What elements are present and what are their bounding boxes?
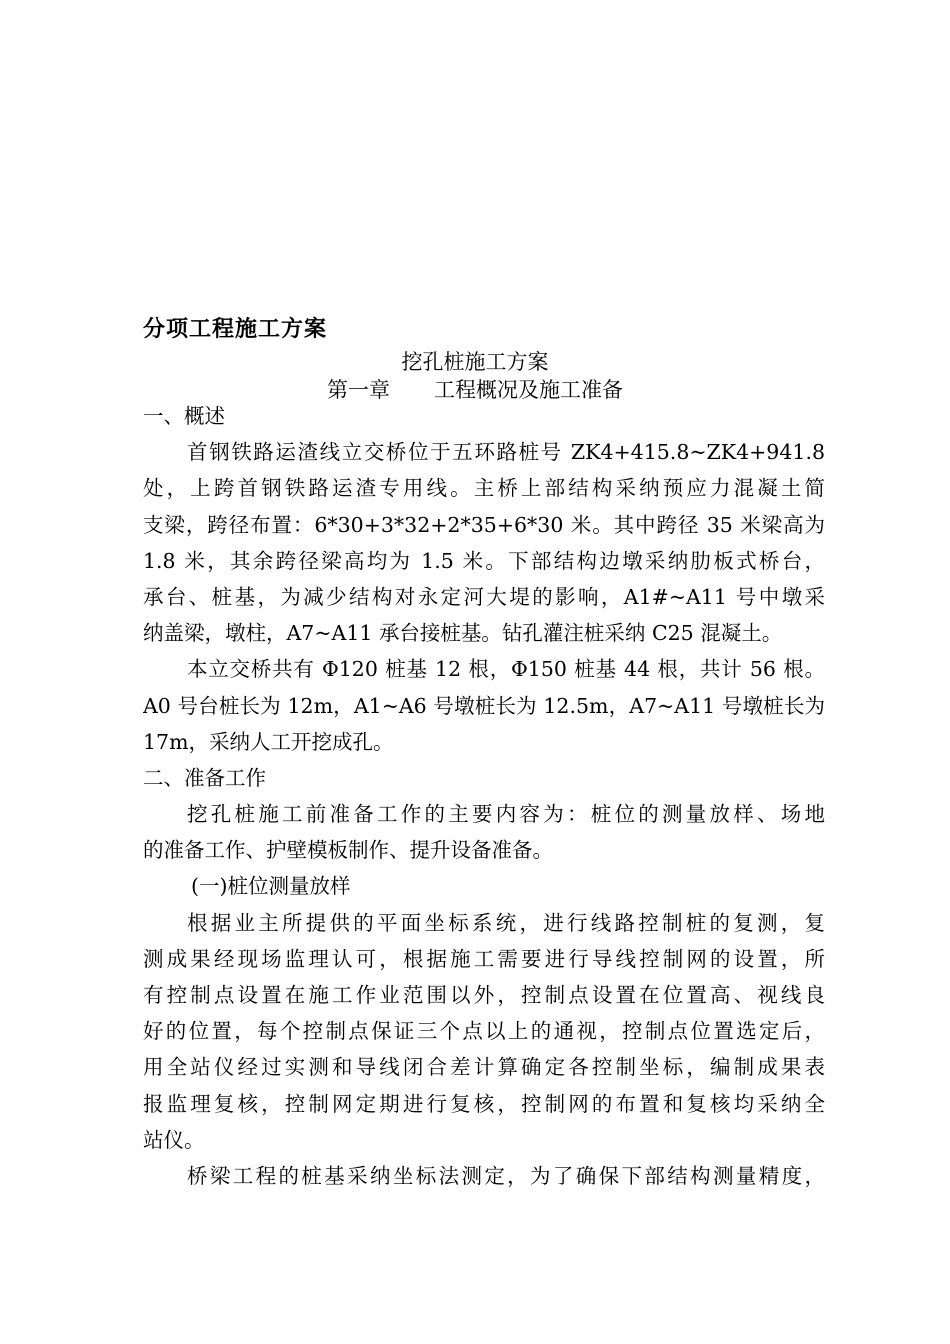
paragraph-line: A0 号台桩长为 12m，A1~A6 号墩桩长为 12.5m，A7~A11 号墩桩长为 xyxy=(143,693,825,718)
paragraph-line: 用全站仪经过实测和导线闭合差计算确定各控制坐标，编制成果表 xyxy=(143,1055,825,1080)
paragraph-line: 报监理复核，控制网定期进行复核，控制网的布置和复核均采纳全 xyxy=(143,1091,825,1116)
paragraph-line: 1.8 米，其余跨径梁高均为 1.5 米。下部结构边墩采纳肋板式桥台， xyxy=(143,548,825,573)
section-heading: 二、准备工作 xyxy=(143,765,266,790)
paragraph-line: 承台、桩基，为减少结构对永定河大堤的影响，A1#~A11 号中墩采 xyxy=(143,584,825,609)
paragraph-line: 处，上跨首钢铁路运渣专用线。主桥上部结构采纳预应力混凝土简 xyxy=(143,476,825,501)
document-body xyxy=(143,398,825,1194)
paragraph-line: 本立交桥共有 Φ120 桩基 12 根，Φ150 桩基 44 根，共计 56 根。 xyxy=(187,657,825,682)
paragraph-line: 支梁，跨径布置：6*30+3*32+2*35+6*30 米。其中跨径 35 米梁高为 xyxy=(143,512,825,537)
paragraph-line: 站仪。 xyxy=(143,1127,205,1152)
paragraph-line: 挖孔桩施工前准备工作的主要内容为：桩位的测量放样、场地 xyxy=(187,802,825,827)
subsection-heading: (一)桩位测量放样 xyxy=(191,874,351,899)
section-heading: 一、概述 xyxy=(143,404,225,428)
chapter-label: 第一章 xyxy=(327,378,390,402)
paragraph-line: 测成果经现场监理认可，根据施工需要进行导线控制网的设置，所 xyxy=(143,946,825,971)
paragraph-line: 桥梁工程的桩基采纳坐标法测定，为了确保下部结构测量精度， xyxy=(187,1163,825,1188)
paragraph-line: 好的位置，每个控制点保证三个点以上的通视，控制点位置选定后， xyxy=(143,1019,825,1044)
header-title: 分项工程施工方案 xyxy=(143,317,328,342)
chapter-title: 工程概况及施工准备 xyxy=(434,378,623,402)
paragraph-line: 的准备工作、护壁模板制作、提升设备准备。 xyxy=(143,838,553,863)
paragraph-line: 首钢铁路运渣线立交桥位于五环路桩号 ZK4+415.8~ZK4+941.8 xyxy=(187,440,825,465)
paragraph-line: 根据业主所提供的平面坐标系统，进行线路控制桩的复测，复 xyxy=(187,910,825,935)
paragraph-line: 纳盖梁，墩柱，A7~A11 承台接桩基。钻孔灌注桩采纳 C25 混凝土。 xyxy=(143,621,783,646)
document-title: 挖孔桩施工方案 xyxy=(401,350,549,374)
paragraph-line: 有控制点设置在施工作业范围以外，控制点设置在位置高、视线良 xyxy=(143,983,825,1007)
paragraph-line: 17m，采纳人工开挖成孔。 xyxy=(143,729,394,754)
